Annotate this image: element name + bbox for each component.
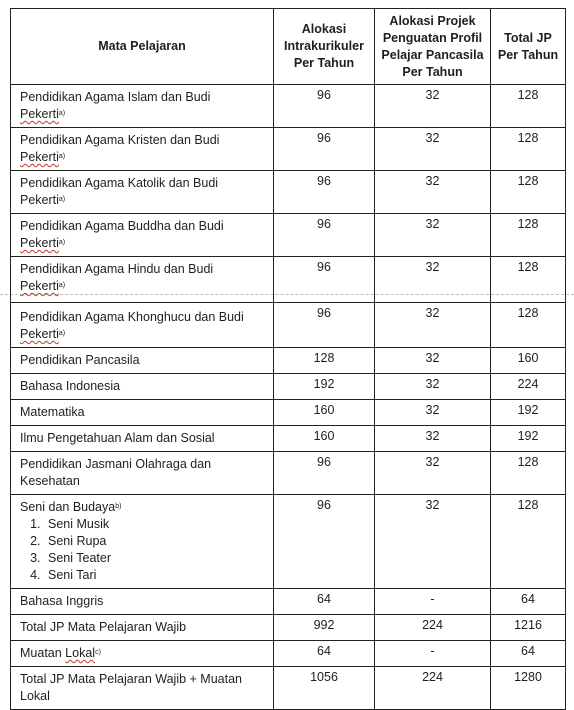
total-cell: 128 [491,128,566,171]
p5-cell: - [375,589,491,615]
total-cell: 224 [491,374,566,400]
header-intrakurikuler: Alokasi Intrakurikuler Per Tahun [274,9,375,85]
spellcheck-word: Pekerti [20,107,59,121]
subject-cell: Muatan Lokal$^{c)}$ [11,641,274,667]
intra-cell: 64 [274,589,375,615]
total-cell: 64 [491,589,566,615]
subject-cell: Pendidikan Jasmani Olahraga dan Kesehatan [11,452,274,495]
p5-cell: 32 [375,348,491,374]
intra-cell: 1056 [274,667,375,710]
subject-cell: Bahasa Indonesia [11,374,274,400]
intra-cell: 96 [274,171,375,214]
total-cell: 1280 [491,667,566,710]
total-cell: 160 [491,348,566,374]
subject-cell: Pendidikan Agama Khonghucu dan Budi Pekerti$^{a)}$ [11,303,274,348]
p5-cell: 32 [375,374,491,400]
spellcheck-word: Pekerti [20,150,59,164]
table-row [11,374,566,400]
total-cell: 192 [491,426,566,452]
table-row [11,348,566,374]
table-row [11,303,566,348]
subject-cell: Pendidikan Pancasila [11,348,274,374]
table-row [11,495,566,589]
intra-cell: 96 [274,257,375,303]
list-item: 2. Seni Rupa [44,533,264,550]
p5-cell: 32 [375,214,491,257]
p5-cell: 224 [375,667,491,710]
subject-cell: Pendidikan Agama Islam dan Budi Pekerti$^{a)}$ [11,85,274,128]
table-row [11,667,566,710]
subject-cell: Total JP Mata Pelajaran Wajib + Muatan Lokal [11,667,274,710]
intra-cell: 96 [274,303,375,348]
intra-cell: 160 [274,426,375,452]
p5-cell: 32 [375,85,491,128]
table-row [11,171,566,214]
subject-cell: Total JP Mata Pelajaran Wajib [11,615,274,641]
total-cell: 128 [491,303,566,348]
total-cell: 1216 [491,615,566,641]
p5-cell: 32 [375,452,491,495]
intra-cell: 96 [274,85,375,128]
list-item: 4. Seni Tari [44,567,264,584]
subject-cell: Pendidikan Agama Buddha dan Budi Pekerti$^{a)}$ [11,214,274,257]
subject-cell: Ilmu Pengetahuan Alam dan Sosial [11,426,274,452]
p5-cell: 32 [375,426,491,452]
spellcheck-word: Pekerti [20,236,59,250]
subject-cell: Seni dan Budaya$^{b)}$ 1. Seni Musik 2. Seni Rupa 3. Seni Teater 4. Seni Tari [11,495,274,589]
table-row [11,589,566,615]
curriculum-allocation-table [10,8,566,710]
intra-cell: 160 [274,400,375,426]
p5-cell: - [375,641,491,667]
p5-cell: 32 [375,400,491,426]
header-row [11,9,566,85]
intra-cell: 64 [274,641,375,667]
total-cell: 64 [491,641,566,667]
intra-cell: 192 [274,374,375,400]
total-cell: 128 [491,85,566,128]
table-row [11,641,566,667]
table-row [11,257,566,303]
p5-cell: 32 [375,495,491,589]
intra-cell: 96 [274,128,375,171]
total-cell: 192 [491,400,566,426]
table-row [11,85,566,128]
total-cell: 128 [491,452,566,495]
intra-cell: 96 [274,495,375,589]
subject-cell: Matematika [11,400,274,426]
table-row [11,214,566,257]
list-item: 3. Seni Teater [44,550,264,567]
table-row [11,400,566,426]
intra-cell: 128 [274,348,375,374]
total-cell: 128 [491,171,566,214]
p5-cell: 224 [375,615,491,641]
list-item: 1. Seni Musik [44,516,264,533]
table-row [11,426,566,452]
header-total-jp: Total JP Per Tahun [491,9,566,85]
table-row [11,452,566,495]
p5-cell: 32 [375,257,491,303]
p5-cell: 32 [375,171,491,214]
header-subject: Mata Pelajaran [11,9,274,85]
table-row [11,128,566,171]
subject-cell: Pendidikan Agama Kristen dan Budi Pekerti$^{a)}$ [11,128,274,171]
intra-cell: 992 [274,615,375,641]
arts-list [20,516,264,584]
subject-cell: Bahasa Inggris [11,589,274,615]
total-cell: 128 [491,495,566,589]
spellcheck-word: Pekerti [20,279,59,293]
p5-cell: 32 [375,303,491,348]
subject-cell: Pendidikan Agama Hindu dan Budi Pekerti$^{a)}$ [11,257,274,303]
header-p5: Alokasi Projek Penguatan Profil Pelajar Pancasila Per Tahun [375,9,491,85]
total-cell: 128 [491,214,566,257]
spellcheck-word: Pekerti [20,327,59,341]
subject-cell: Pendidikan Agama Katolik dan Budi Pekerti$^{a)}$ [11,171,274,214]
total-cell: 128 [491,257,566,303]
p5-cell: 32 [375,128,491,171]
intra-cell: 96 [274,214,375,257]
spellcheck-word: Lokal [65,646,96,660]
intra-cell: 96 [274,452,375,495]
table-row [11,615,566,641]
